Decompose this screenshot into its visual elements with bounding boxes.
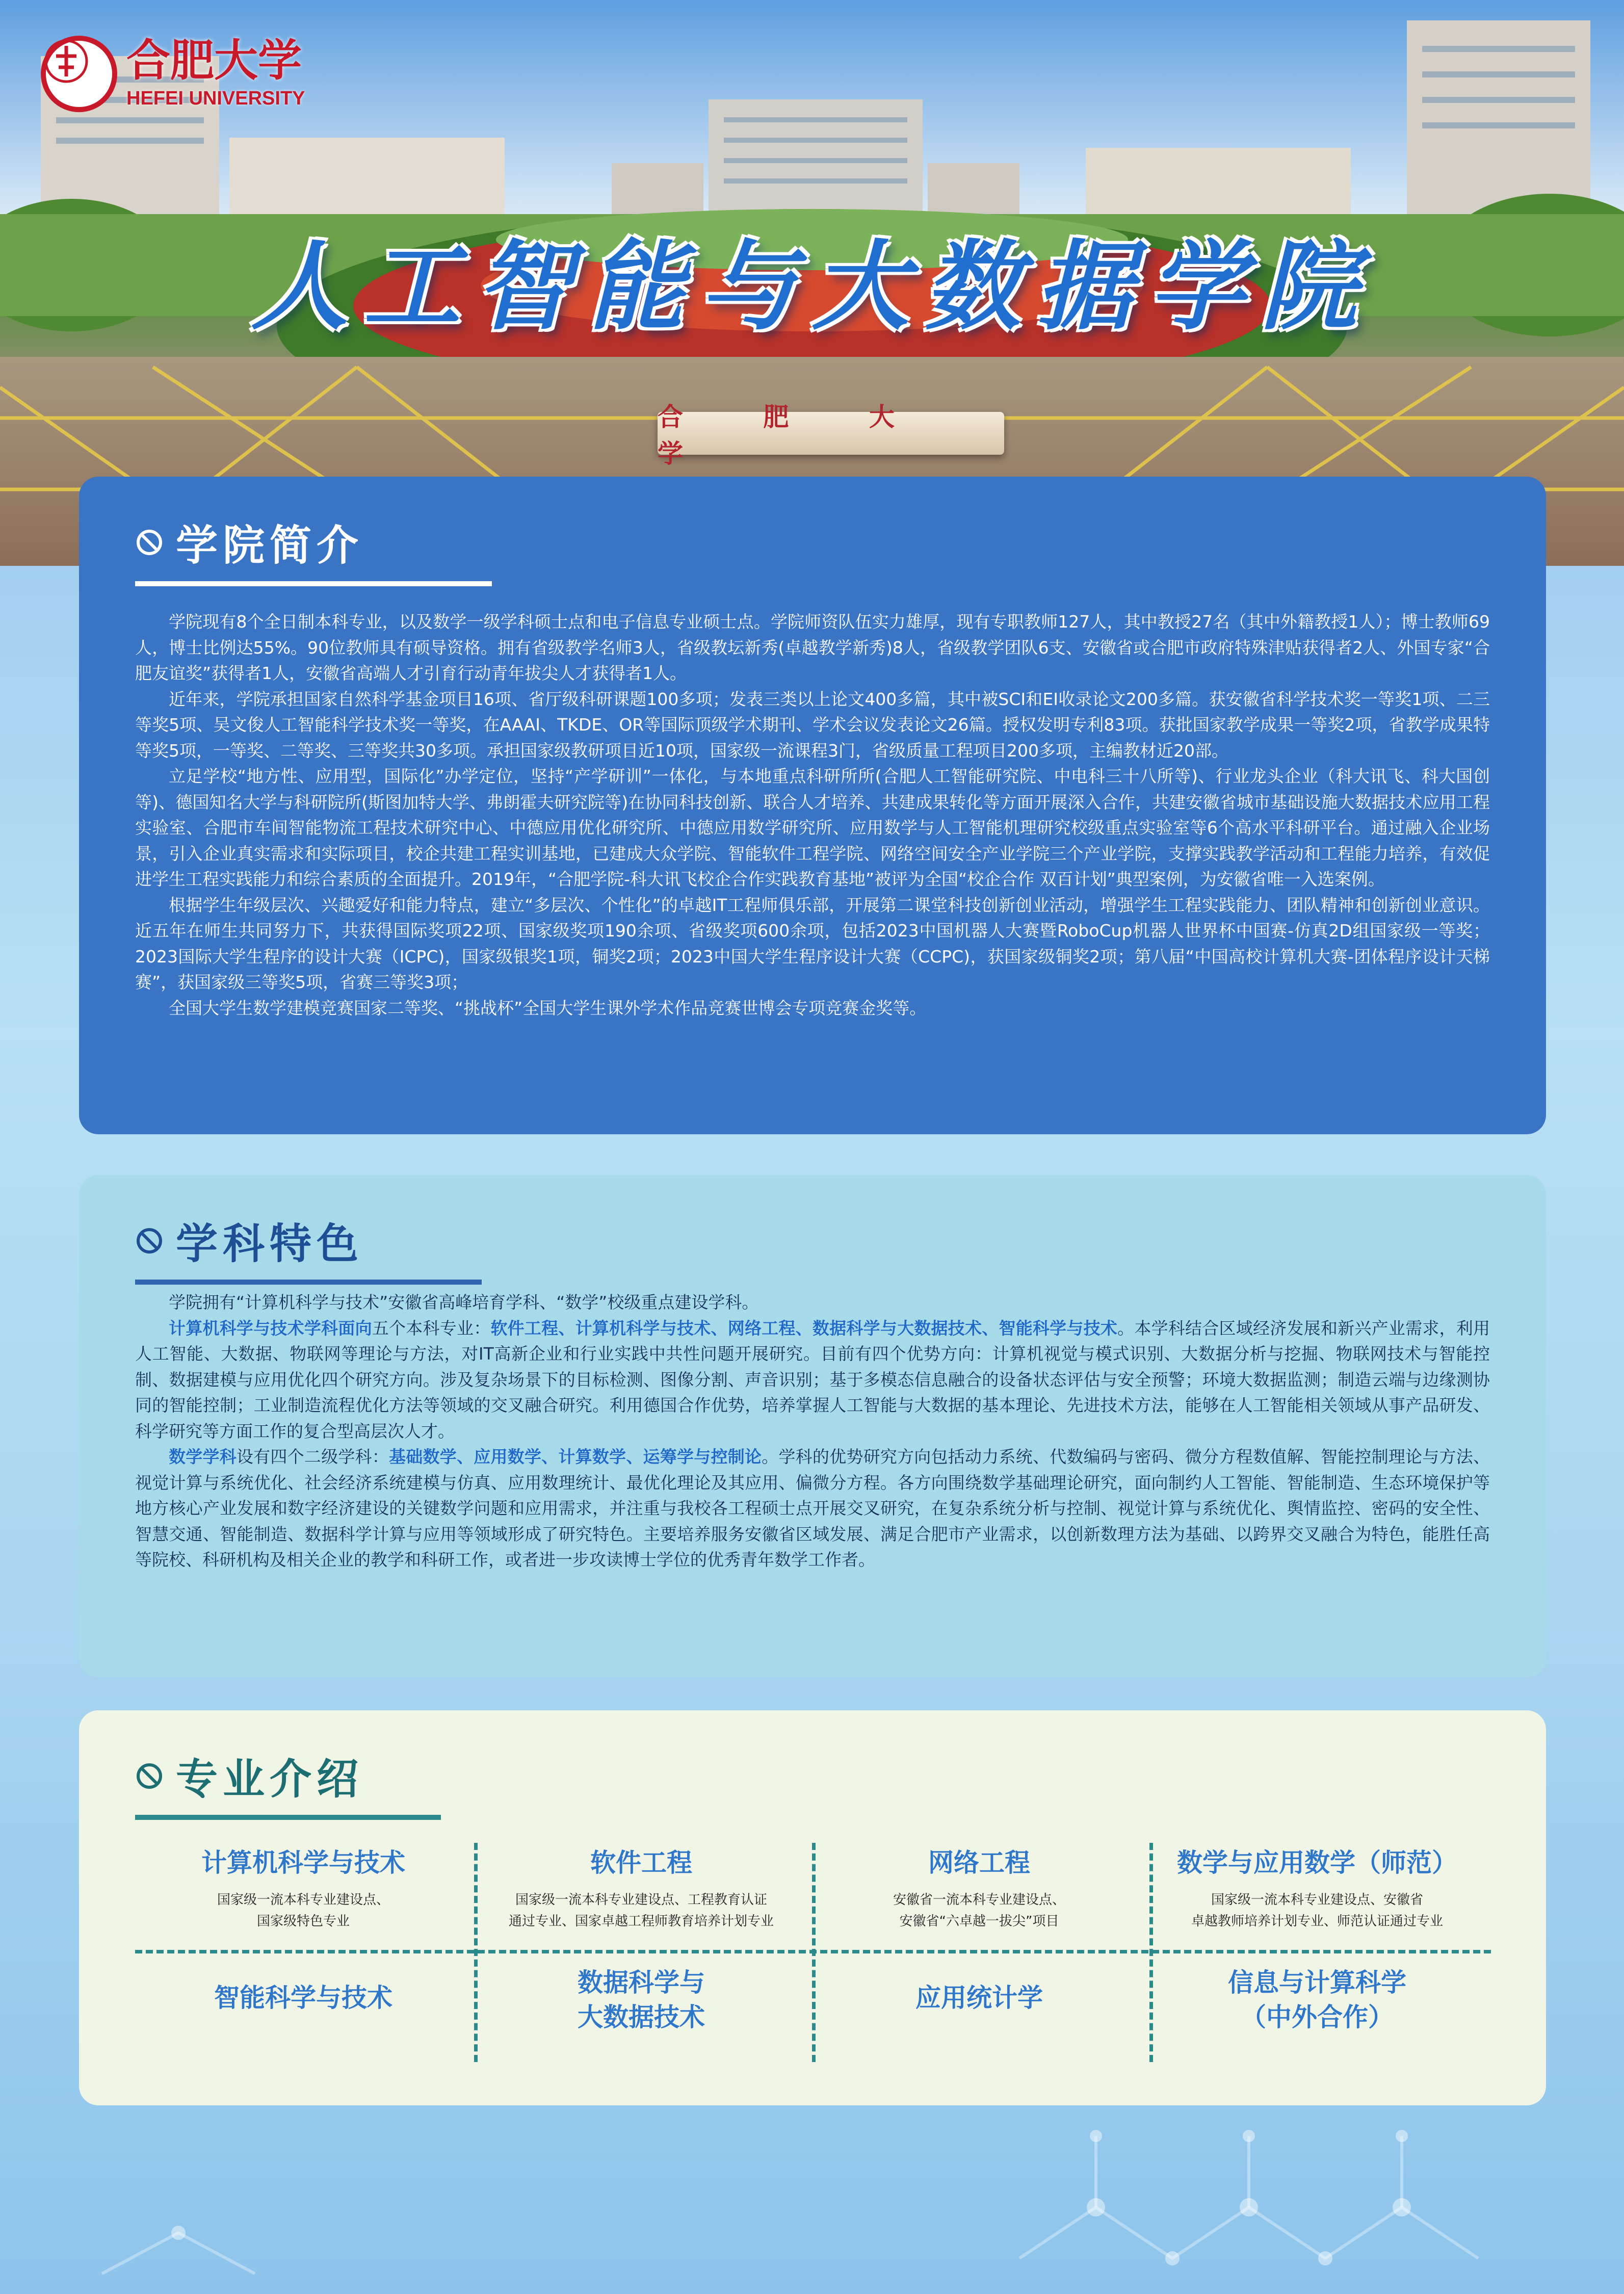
major-description-line: 安徽省一流本科专业建设点、 [893, 1892, 1065, 1908]
major-description [135, 1889, 472, 1932]
major-card [1149, 1965, 1485, 2035]
major-name [811, 1980, 1147, 2015]
major-description [473, 1889, 809, 1932]
major-description-line: 通过专业、国家卓越工程师教育培养计划专业 [508, 1914, 774, 1929]
major-card [473, 1965, 809, 2035]
university-name-en: HEFEI UNIVERSITY [126, 87, 305, 109]
section-heading [135, 1211, 363, 1270]
major-name-line: 数据科学与 [578, 1967, 705, 1997]
major-name-line: （中外合作） [1241, 2002, 1394, 2032]
major-card [135, 1980, 472, 2015]
major-name-line: 信息与计算科学 [1228, 1967, 1406, 1997]
row-divider [135, 1950, 1491, 1953]
cs-discipline-name: 计算机科学与技术学科面向 [169, 1318, 372, 1338]
major-description-line: 国家级一流本科专业建设点、工程教育认证 [515, 1892, 767, 1908]
section-underline [135, 581, 492, 586]
major-card [1149, 1845, 1485, 1932]
major-name: 网络工程 [928, 1847, 1030, 1878]
major-name [135, 1980, 472, 2015]
major-description [1149, 1889, 1485, 1932]
decorative-molecule-graphic [0, 2105, 1624, 2294]
text-span: 五个本科专业： [372, 1318, 491, 1338]
section-heading [135, 1746, 363, 1806]
major-name [473, 1965, 809, 2035]
major-name-line: 大数据技术 [578, 2002, 705, 2032]
section-title: 学科特色 [176, 1219, 364, 1268]
major-card [135, 1845, 472, 1932]
intro-paragraph: 近年来，学院承担国家自然科学基金项目16项、省厅级科研课题100多项；发表三类以上论文400多篇，其中被SCI和EI收录论文200多篇。获安徽省科学技术奖一等奖1项、二三等奖5项、吴文俊人工智能科学技术奖一等奖，在AAAI、TKDE、OR等国际顶级学术期刊、学术会议发表论文26篇。授权发明专利83项。获批国家教学成果一等奖2项，省教学成果特等奖5项，一等奖、二等奖、三等奖共30多项。承担国家级教研项目近10项，国家级一流课程3门，省级质量工程项目200多项，主编教材近20部。 [135, 689, 1490, 761]
section-features [79, 1175, 1546, 1677]
gate-sign: 合 肥 大 学 [658, 412, 1004, 455]
major-name [1149, 1965, 1485, 2035]
text-span: 。本学科结合区域经济发展和新兴产业需求，利用人工智能、大数据、物联网等理论与方法，对IT高新企业和行业实践中共性问题开展研究。目前有四个优势方向：计算机视觉与模式识别、大数据分析与挖掘、物联网技术与智能控制、数据建模与应用优化四个研究方向。涉及复杂场景下的目标检测、图像分割、声音识别；基于多模态信息融合的设备状态评估与安全预警；环境大数据监测；制造云端与边缘测协同的智能控制；工业制造流程优化方法等领域的交叉融合研究。利用德国合作优势，培养掌握人工智能与大数据的基本理论、先进技术方法，能够在人工智能相关领域从事产品研发、科学研究等方面工作的复合型高层次人才。 [135, 1318, 1490, 1441]
university-seal-icon [41, 36, 117, 112]
major-description-line: 卓越教师培养计划专业、师范认证通过专业 [1191, 1914, 1443, 1929]
college-title: 人工智能与大数据学院 [251, 229, 1373, 343]
text-span: 设有四个二级学科： [236, 1447, 389, 1467]
major-card [811, 1845, 1147, 1932]
section-intro [79, 477, 1546, 1134]
major-description-line: 国家级一流本科专业建设点、安徽省 [1211, 1892, 1423, 1908]
major-description [811, 1889, 1147, 1932]
section-underline [135, 1815, 441, 1820]
major-name: 软件工程 [590, 1847, 692, 1878]
major-name-line: 智能科学与技术 [214, 1983, 392, 2013]
section-majors [79, 1710, 1546, 2105]
major-name: 计算机科学与技术 [201, 1847, 405, 1878]
intro-paragraph: 全国大学生数学建模竞赛国家二等奖、“挑战杯”全国大学生课外学术作品竞赛世博会专项竞赛金奖等。 [169, 998, 927, 1018]
major-card [811, 1980, 1147, 2015]
no-entry-circle-icon [135, 1762, 164, 1790]
cs-majors-list: 软件工程、计算机科学与技术、网络工程、数据科学与大数据技术、智能科学与技术 [490, 1318, 1118, 1338]
major-name: 数学与应用数学（师范） [1177, 1847, 1457, 1878]
no-entry-circle-icon [135, 528, 164, 557]
major-description-line: 安徽省“六卓越一拔尖”项目 [899, 1914, 1059, 1929]
text-span: 。学科的优势研究方向包括动力系统、代数编码与密码、微分方程数值解、智能控制理论与方法、视觉计算与系统优化、社会经济系统建模与仿真、应用数理统计、最优化理论及其应用、偏微分方程。各方向围绕数学基础理论研究，面向制约人工智能、智能制造、生态环境保护等地方核心产业发展和数字经济建设的关键数学问题和应用需求，并注重与我校各工程硕士点开展交叉研究，在复杂系统分析与控制、视觉计算与系统优化、舆情监控、密码的安全性、智慧交通、智能制造、数据科学计算与应用等领域形成了研究特色。主要培养服务安徽省区域发展、满足合肥市产业需求，以创新数理方法为基础、以跨界交叉融合为特色，能胜任高等院校、科研机构及相关企业的教学和科研工作，或者进一步攻读博士学位的优秀青年数学工作者。 [135, 1447, 1490, 1570]
features-cs-paragraph [135, 1316, 1490, 1445]
section-underline [135, 1280, 482, 1285]
university-logo [41, 36, 305, 112]
intro-paragraph: 立足学校“地方性、应用型，国际化”办学定位，坚持“产学研训”一体化，与本地重点科研所所(合肥人工智能研究院、中电科三十八所等)、行业龙头企业（科大讯飞、科大国创等)、德国知名大学与科研院所(斯图加特大学、弗朗霍夫研究院等)在协同科技创新、联合人才培养、共建成果转化等方面开展深入合作，共建安徽省城市基础设施大数据技术应用工程实验室、合肥市车间智能物流工程技术研究中心、中德应用优化研究所、中德应用数学研究所、应用数学与人工智能机理研究校级重点实验室等6个高水平科研平台。通过融入企业场景，引入企业真实需求和实际项目，校企共建工程实训基地，已建成大众学院、智能软件工程学院、网络空间安全产业学院三个产业学院，支撑实践教学活动和工程能力培养，有效促进学生工程实践能力和综合素质的全面提升。2019年，“合肥学院-科大讯飞校企合作实践教育基地”被评为全国“校企合作 双百计划”典型案例，为安徽省唯一入选案例。 [135, 766, 1490, 889]
intro-paragraph: 根据学生年级层次、兴趣爱好和能力特点，建立“多层次、个性化”的卓越IT工程师俱乐部，开展第二课堂科技创新创业活动，增强学生工程实践能力、团队精神和创新创业意识。近五年在师生共同努力下，共获得国际奖项22项、国家级奖项190余项、省级奖项600余项，包括2023中国机器人大赛暨RoboCup机器人世界杯中国赛-仿真2D组国家级一等奖；2023国际大学生程序的设计大赛（ICPC)，国家级银奖1项，铜奖2项；2023中国大学生程序设计大赛（CCPC)，获国家级铜奖2项；第八届“中国高校计算机大赛-团体程序设计天梯赛”，获国家级三等奖5项，省赛三等奖3项； [135, 895, 1490, 992]
intro-paragraph: 学院现有8个全日制本科专业，以及数学一级学科硕士点和电子信息专业硕士点。学院师资队伍实力雄厚，现有专职教师127人，其中教授27名（其中外籍教授1人）；博士教师69人，博士比例达55%。90位教师具有硕导资格。拥有省级教学名师3人，省级教坛新秀(卓越教学新秀)8人，省级教学团队6支、安徽省或合肥市政府特殊津贴获得者2人、外国专家“合肥友谊奖”获得者1人，安徽省高端人才引育行动青年拔尖人才获得者1人。 [135, 612, 1490, 683]
section-heading [135, 512, 363, 572]
math-subdisciplines-list: 基础数学、应用数学、计算数学、运筹学与控制论 [389, 1447, 762, 1467]
major-description-line: 国家级特色专业 [256, 1914, 350, 1929]
math-discipline-name: 数学学科 [169, 1447, 237, 1467]
major-name-line: 应用统计学 [915, 1983, 1043, 2013]
features-math-paragraph [135, 1444, 1490, 1573]
major-description-line: 国家级一流本科专业建设点、 [217, 1892, 389, 1908]
features-paragraph: 学院拥有“计算机科学与技术”安徽省高峰培育学科、“数学”校级重点建设学科。 [169, 1292, 759, 1312]
university-name: 合肥大学 [126, 34, 302, 86]
section-title: 学院简介 [176, 521, 364, 570]
major-card [473, 1845, 809, 1932]
no-entry-circle-icon [135, 1227, 164, 1255]
section-title: 专业介绍 [176, 1755, 364, 1804]
